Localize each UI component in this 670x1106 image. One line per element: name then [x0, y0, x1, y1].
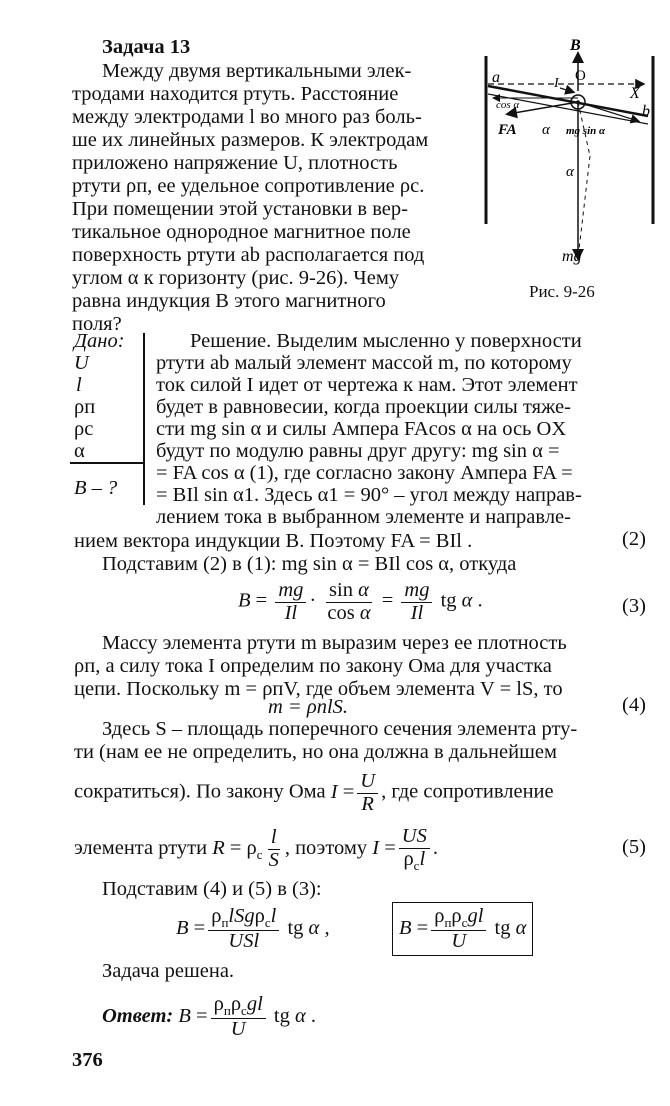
paragraph-line: ти (нам ее не определить, но она должна в дальнейшем: [74, 741, 557, 763]
equation-3: B = $\frac{mg}{Il}$ · $\frac{\text{sin α}}{\text{cos α}}$ = $\frac{mg}{Il}$ tg α .: [238, 579, 483, 624]
resistance-line: элемента ртути $R = \rho_с$ $\frac{l}{S}$ , поэтому I = $\frac{US}{\rho_сl}$ .: [74, 825, 438, 873]
solution-line: Решение. Выделим мысленно у поверхности: [190, 330, 582, 352]
fig-label-mg: mg: [562, 248, 582, 265]
equation-number-4: (4): [622, 694, 646, 716]
figure-9-26: [478, 36, 663, 276]
paragraph-line: Массу элемента ртути m выразим через ее плотность: [102, 632, 567, 654]
solution-line: будет в равновесии, когда проекции силы тяже-: [156, 396, 571, 418]
paragraph-line: Здесь S – площадь поперечного сечения элемента рту-: [102, 718, 578, 740]
ohm-pre-text: сократиться). По закону Ома: [74, 780, 326, 803]
solution-vector-line: нием вектора индукции B. Поэтому FA = BIl .: [74, 530, 473, 552]
find-label: B – ?: [74, 477, 118, 499]
problem-line: поля?: [72, 313, 122, 335]
fig-label-cos: cos α: [496, 99, 520, 111]
figure-caption: Рис. 9-26: [529, 282, 595, 301]
problem-line: углом α к горизонту (рис. 9-26). Чему: [72, 267, 400, 289]
fig-label-b: b: [642, 103, 650, 120]
solution-line: лением тока в выбранном элементе и направле-: [156, 506, 571, 528]
given-item: ρп: [74, 396, 96, 418]
problem-line: равна индукция B этого магнитного: [72, 290, 386, 312]
mass-equation: m = ρпlS.: [268, 696, 349, 718]
answer-label: Ответ:: [102, 1004, 174, 1027]
substitute-line: Подставим (2) в (1): mg sin α = BIl cos α, откуда: [102, 553, 517, 575]
resistance-mid-text: , поэтому: [284, 836, 368, 859]
problem-line: ше их линейных размеров. К электродам: [72, 129, 429, 151]
given-divider-horizontal: [70, 462, 144, 464]
fig-label-a: a: [492, 69, 500, 86]
given-item: α: [74, 440, 85, 462]
fig-label-X: X: [630, 85, 640, 102]
given-item: ρс: [74, 418, 94, 440]
given-divider-vertical: [143, 333, 145, 505]
equation-number-5: (5): [622, 836, 646, 858]
fig-label-I: I: [554, 76, 559, 91]
solution-line: ртути ab малый элемент массой m, по которому: [156, 352, 572, 374]
solution-line: будут по модулю равны друг другу: mg sin α =: [156, 440, 560, 462]
problem-line: тродами находится ртуть. Расстояние: [72, 83, 399, 105]
given-label: Дано:: [74, 330, 125, 352]
paragraph-line: цепи. Поскольку m = ρпV, где объем элемента V = lS, то: [74, 678, 563, 700]
ohm-law-line: сократиться). По закону Ома I = $\frac{U}{R}$ , где сопротивление: [74, 770, 554, 815]
answer-line: Ответ: B = $\frac{\rho_п\rho_сgl}{U}$ tg α .: [102, 993, 316, 1040]
fig-label-mgsin: mg sin α: [566, 125, 606, 137]
problem-line: При помещении этой установки в вер-: [72, 198, 408, 220]
problem-line: Между двумя вертикальными элек-: [102, 60, 412, 82]
fig-label-B: B: [570, 37, 581, 54]
fig-label-alpha2: α: [566, 164, 574, 180]
problem-line: поверхность ртути ab располагается под: [72, 244, 425, 266]
solution-line: = FA cos α (1), где согласно закону Ампера FA =: [156, 462, 573, 484]
given-item: U: [74, 352, 89, 374]
fig-label-alpha1: α: [542, 122, 550, 138]
ohm-post-text: , где сопротивление: [381, 780, 554, 803]
paragraph-line: ρп, а силу тока I определим по закону Ома для участка: [74, 655, 552, 677]
given-item: l: [76, 374, 82, 396]
page-number: 376: [72, 1049, 103, 1071]
solution-line: = BIl sin α1. Здесь α1 = 90° – угол между направ-: [156, 484, 582, 506]
problem-title: Задача 13: [102, 36, 191, 58]
problem-line: ртути ρп, ее удельное сопротивление ρс.: [72, 175, 425, 197]
boxed-result: B = $\frac{\rho_п\rho_сgl}{U}$ tg α: [392, 902, 533, 956]
equation-number-3: (3): [622, 595, 646, 617]
problem-line: приложено напряжение U, плотность: [72, 152, 398, 174]
fig-label-O: O: [575, 68, 586, 84]
problem-line: тикальное однородное магнитное поле: [72, 221, 411, 243]
solved-text: Задача решена.: [102, 960, 235, 982]
resistance-pre-text: элемента ртути: [74, 836, 208, 859]
substitute-line-2: Подставим (4) и (5) в (3):: [102, 878, 322, 900]
fig-label-FA: FA: [498, 122, 517, 138]
equation-number-2: (2): [622, 528, 646, 550]
problem-line: между электродами l во много раз боль-: [72, 106, 422, 128]
solution-line: сти mg sin α и силы Ампера FAcos α на ось OX: [156, 418, 567, 440]
solution-line: ток силой I идет от чертежа к нам. Этот элемент: [156, 374, 578, 396]
derived-formula: B = $\frac{\rho_пlSg\rho_сl}{\text{USl}}$ tg α ,: [176, 905, 330, 952]
